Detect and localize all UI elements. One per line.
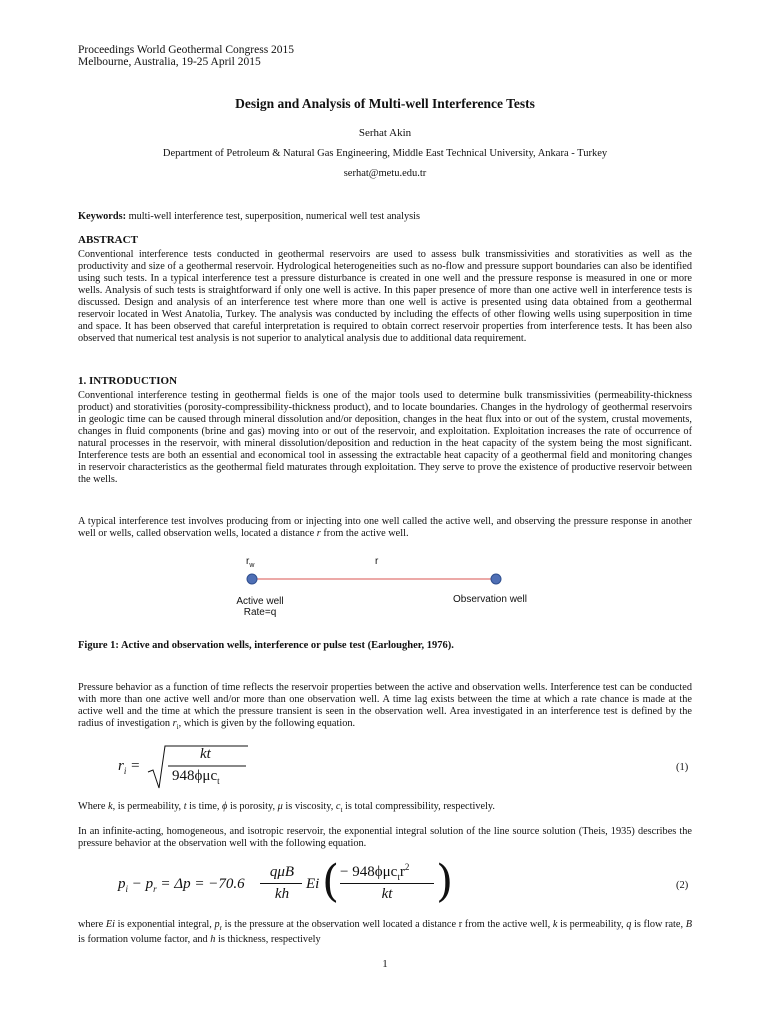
label-rw-sub: w: [249, 562, 255, 569]
p3-var-ri: r: [172, 718, 177, 729]
eq2-frac2-bar: [340, 883, 434, 884]
w1-ct: c: [335, 801, 341, 812]
w1-mu: μ: [277, 801, 283, 812]
equation-1-number: (1): [676, 762, 689, 773]
w1-k: k: [108, 801, 113, 812]
author-affiliation: Department of Petroleum & Natural Gas Engineering, Middle East Technical University, Ankara - Turkey: [162, 148, 608, 159]
w1-t2: , is permeability,: [112, 801, 184, 812]
paragraph-3: [78, 682, 692, 733]
eq2-equals: = Δp = −70.6: [156, 876, 245, 892]
keywords-text: multi-well interference test, superposition, numerical well test analysis: [126, 211, 420, 222]
w2-t4: is permeability,: [557, 919, 627, 930]
eq1-numerator: kt: [200, 746, 211, 762]
w1-t1: Where: [78, 801, 109, 812]
observation-well-marker: [491, 574, 501, 584]
w2-t5: is flow rate,: [631, 919, 686, 930]
figure-1-caption: Figure 1: Active and observation wells, interference or pulse test (Earlougher, 1976).: [78, 640, 454, 651]
p2-text-b: from the active well.: [320, 528, 409, 539]
where-2: [78, 919, 692, 946]
paper-title: Design and Analysis of Multi-well Interference Tests: [235, 96, 535, 111]
active-well-label: [230, 596, 290, 618]
w1-phi: ϕ: [222, 801, 228, 812]
w2-t2: is exponential integral,: [114, 919, 215, 930]
eq2-f2-num: − 948ϕμc: [340, 864, 398, 880]
label-rw-main: r: [246, 556, 250, 567]
author-email: [78, 168, 692, 179]
introduction-paragraph-1: Conventional interference testing in geothermal fields is one of the major tools used to determine bulk transmissivities (permeability-thickness product) and storativities (porosity-compressibility-thickness product), and to locate boundaries. Changes in the hydrology of geothermal reservoirs in geologic time can be caused through mineral dissolution and/or deposition, changes in the heat flux into or out of the system, crustal movements, changes in fluid components (brine and gas) moving into or out of the reservoir, and exploitation. Exploitation increases the rate of occurrence of natural processes in the reservoir, with mineral dissolution/deposition and reduction in the heat capacity of the system being the most significant. Interference tests are both an essential and economical tool in assessing the extractable heat capacity of a geothermal field and monitoring changes in reservoir characteristics as the geothermal field maturates through exploitation. They serve to prove the existence of productive reservoir between the wells.: [78, 390, 692, 485]
eq2-p-sub-r: r: [153, 884, 157, 894]
keywords: [78, 211, 692, 223]
w2-pr: p: [214, 919, 220, 930]
w2-t1: where: [78, 919, 106, 930]
conference-name: Proceedings World Geothermal Congress 2015: [78, 44, 295, 56]
w2-ei: Ei: [105, 919, 115, 930]
eq2-lhs: [118, 876, 245, 894]
observation-well-label: Observation well: [453, 594, 527, 605]
eq1-r: r: [118, 758, 124, 774]
eq2-p-sub-i: i: [125, 884, 129, 894]
eq1-r-sub: i: [123, 766, 127, 776]
eq2-paren-right: ): [436, 856, 454, 907]
figure-1: [218, 552, 548, 626]
equation-1: [118, 742, 258, 790]
eq2-p: p: [118, 876, 126, 892]
conference-location: Melbourne, Australia, 19-25 April 2015: [78, 56, 261, 68]
w2-pr-sub: r: [219, 924, 222, 933]
abstract-heading: ABSTRACT: [78, 234, 138, 246]
eq2-paren-left: (: [322, 856, 340, 907]
author-name: Serhat Akin: [358, 127, 412, 139]
abstract-text: Conventional interference tests conducted in geothermal reservoirs are used to assess bulk transmissivities and storativities as well as the productivity and size of a geothermal reservoir. Hydrological heterogeneities such as no-flow and pressure support boundaries can also be identified using such tests. In a typical interference test a pressure disturbance is created in one well and the pressure response is measured in one or more wells. Analysis of such tests is straightforward if only one well is active. In this paper presence of more than one active well in interference tests is discussed. Design and analysis of an interference test where more than one well is active is presented using data obtained from a geothermal reservoir located in West Anatolia, Turkey. The analysis was conducted by including the effects of other flowing wells using superposition in time and space. It has been observed that careful interpretation is required to obtain correct reservoir properties from interference tests. It has been also observed that numerical test analysis is not superior to analytical analysis due to additional data requirement.: [78, 249, 692, 344]
p2-var-r: r: [316, 528, 321, 539]
equation-2-number: (2): [676, 880, 689, 891]
eq2-frac2-num: [340, 862, 409, 882]
eq1-denominator: [172, 768, 220, 786]
eq2-f2-sub: t: [397, 872, 400, 882]
active-well-marker: [247, 574, 257, 584]
active-well-text: Active well: [236, 596, 284, 607]
p3-text-b: , which is given by the following equation.: [178, 718, 356, 729]
equation-2: [118, 856, 478, 910]
p2-text-a: A typical interference test involves producing from or injecting into one well called the active well, and observing the pressure response in another well or wells, called observation wells, located a distance: [78, 516, 692, 539]
w2-h: h: [210, 934, 216, 946]
keywords-label: Keywords:: [78, 211, 127, 222]
w1-t3: is time,: [186, 801, 223, 812]
introduction-heading: 1. INTRODUCTION: [78, 375, 178, 387]
paragraph-4: In an infinite-acting, homogeneous, and isotropic reservoir, the exponential integral solution of the line source solution (Theis, 1935) describes the pressure behavior at the observation well with the following equation.: [78, 826, 692, 849]
eq1-den-sub: t: [217, 776, 220, 786]
w1-t: t: [183, 801, 187, 812]
w1-t6: is total compressibility, respectively.: [342, 801, 495, 812]
w2-q: q: [626, 919, 632, 930]
eq2-frac1-num: qμB: [269, 864, 295, 880]
w1-t5: is viscosity,: [282, 801, 336, 812]
eq2-f2-r: r: [399, 864, 405, 880]
well-diagram: [218, 568, 548, 590]
w2-k: k: [552, 919, 558, 930]
w2-t6: is formation volume factor, and: [78, 934, 211, 946]
p3-text-a: Pressure behavior as a function of time reflects the reservoir properties between the active and observation wells. Interference test can be conducted with more than one active well and/or more than one observation well. A time lag exists between the time at which a rate chance is made at the active well and the time at which the pressure transient is seen in the observation well. Area investigated in an interference test is defined by the radius of investigation: [78, 682, 692, 729]
eq1-lhs: $r_i$ =: [118, 758, 141, 776]
introduction-paragraph-2: [78, 516, 692, 540]
email-text: serhat@metu.edu.tr: [343, 168, 427, 179]
eq2-ei: Ei: [306, 876, 320, 892]
eq2-f2-sup: 2: [404, 862, 410, 872]
p3-var-ri-sub: i: [176, 723, 179, 732]
eq2-frac1-den: kh: [274, 886, 290, 902]
w2-B: B: [685, 919, 692, 930]
w1-ct-sub: t: [340, 806, 343, 815]
where-1: [78, 801, 692, 816]
label-r: r: [375, 556, 379, 567]
eq2-frac1-bar: [260, 883, 302, 884]
page-number: 1: [382, 958, 388, 970]
w2-t3: is the pressure at the observation well located a distance r from the active well,: [222, 919, 553, 930]
w2-t7: is thickness, respectively: [215, 934, 321, 946]
w1-t4: is porosity,: [227, 801, 278, 812]
eq1-den-text: 948ϕμc: [172, 768, 218, 784]
eq2-frac2-den: kt: [381, 886, 393, 902]
eq2-minus: −: [128, 876, 146, 892]
rate-text: Rate=q: [243, 607, 277, 618]
eq2-p2: p: [145, 876, 154, 892]
